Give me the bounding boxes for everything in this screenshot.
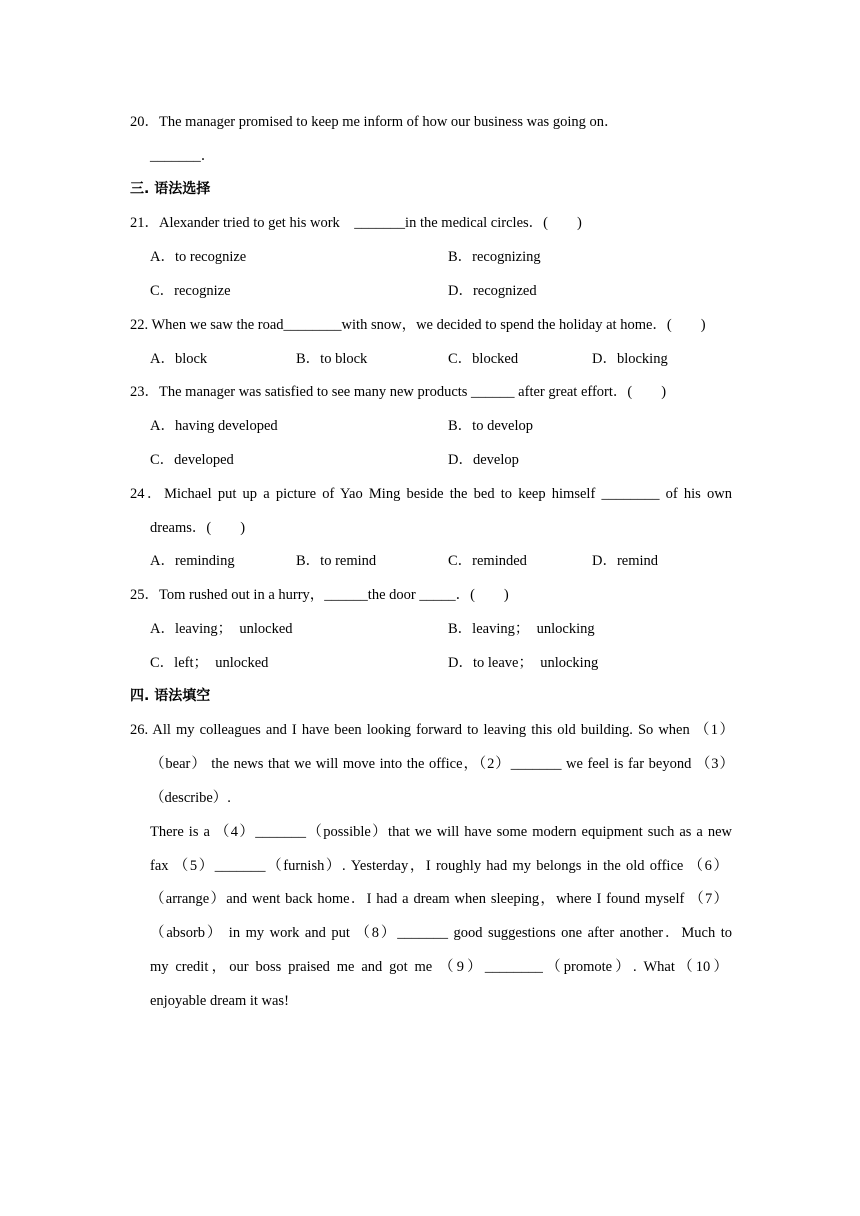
q26-line3: （describe）. [150,790,231,806]
q22-stem: 22. When we saw the road________with snow，we decided to spend the holiday at home．( ) [130,317,706,333]
q22-option-c: C．blocked [448,351,519,367]
q23-option-c: C．developed [150,452,234,468]
q23-option-b: B．to develop [448,418,533,434]
q23-stem: 23．The manager was satisfied to see many new products ______ after great effort．( ) [130,384,667,400]
q22-option-b: B．to block [296,351,368,367]
q24-option-b: B．to remind [296,553,377,569]
q25-option-d: D．to leave； unlocking [448,655,599,671]
q21-option-a: A．to recognize [150,249,247,265]
q26-line4: There is a （4）_______（possible）that we will have some modern equipment such as a new [150,824,732,840]
section-3-heading: 三. 语法选择 [130,181,211,197]
q22-option-a: A．block [150,351,208,367]
q26-line1: 26. All my colleagues and I have been looking forward to leaving this old building. So when （1） [130,722,734,738]
section-4-heading: 四. 语法填空 [130,688,211,704]
q26-line5: fax （5）_______（furnish）. Yesterday，I roughly had my belongs in the old office （6） [150,858,728,874]
q21-option-d: D．recognized [448,283,537,299]
q20-line1: 20．The manager promised to keep me inform of how our business was going on． [130,114,619,130]
q26-line8: my credit，our boss praised me and got me （9）________（promote）. What（10） [150,959,728,975]
q25-option-c: C．left； unlocked [150,655,269,671]
q23-option-d: D．develop [448,452,519,468]
q24-stem-line2: dreams．( ) [150,520,246,536]
q26-line6: （arrange）and went back home．I had a dream when sleeping，where I found myself （7） [150,891,728,907]
q24-option-a: A．reminding [150,553,235,569]
q26-line9: enjoyable dream it was! [150,993,289,1009]
q20-blank-line: _______． [150,148,216,164]
q21-option-c: C．recognize [150,283,231,299]
q25-option-b: B．leaving； unlocking [448,621,595,637]
q25-option-a: A．leaving； unlocked [150,621,293,637]
q22-option-d: D．blocking [592,351,668,367]
q23-option-a: A．having developed [150,418,278,434]
q24-option-d: D．remind [592,553,659,569]
q26-line7: （absorb） in my work and put （8）_______ good suggestions one after another．Much to [150,925,732,941]
q26-line2: （bear） the news that we will move into the office，（2）_______ we feel is far beyond （3） [150,756,734,772]
q21-option-b: B．recognizing [448,249,541,265]
q24-stem-line1: 24．Michael put up a picture of Yao Ming beside the bed to keep himself ________ of his own [130,486,732,502]
q21-stem: 21．Alexander tried to get his work _______in the medical circles．( ) [130,215,582,231]
q25-stem: 25．Tom rushed out in a hurry，______the door _____．( ) [130,587,509,603]
q24-option-c: C．reminded [448,553,527,569]
